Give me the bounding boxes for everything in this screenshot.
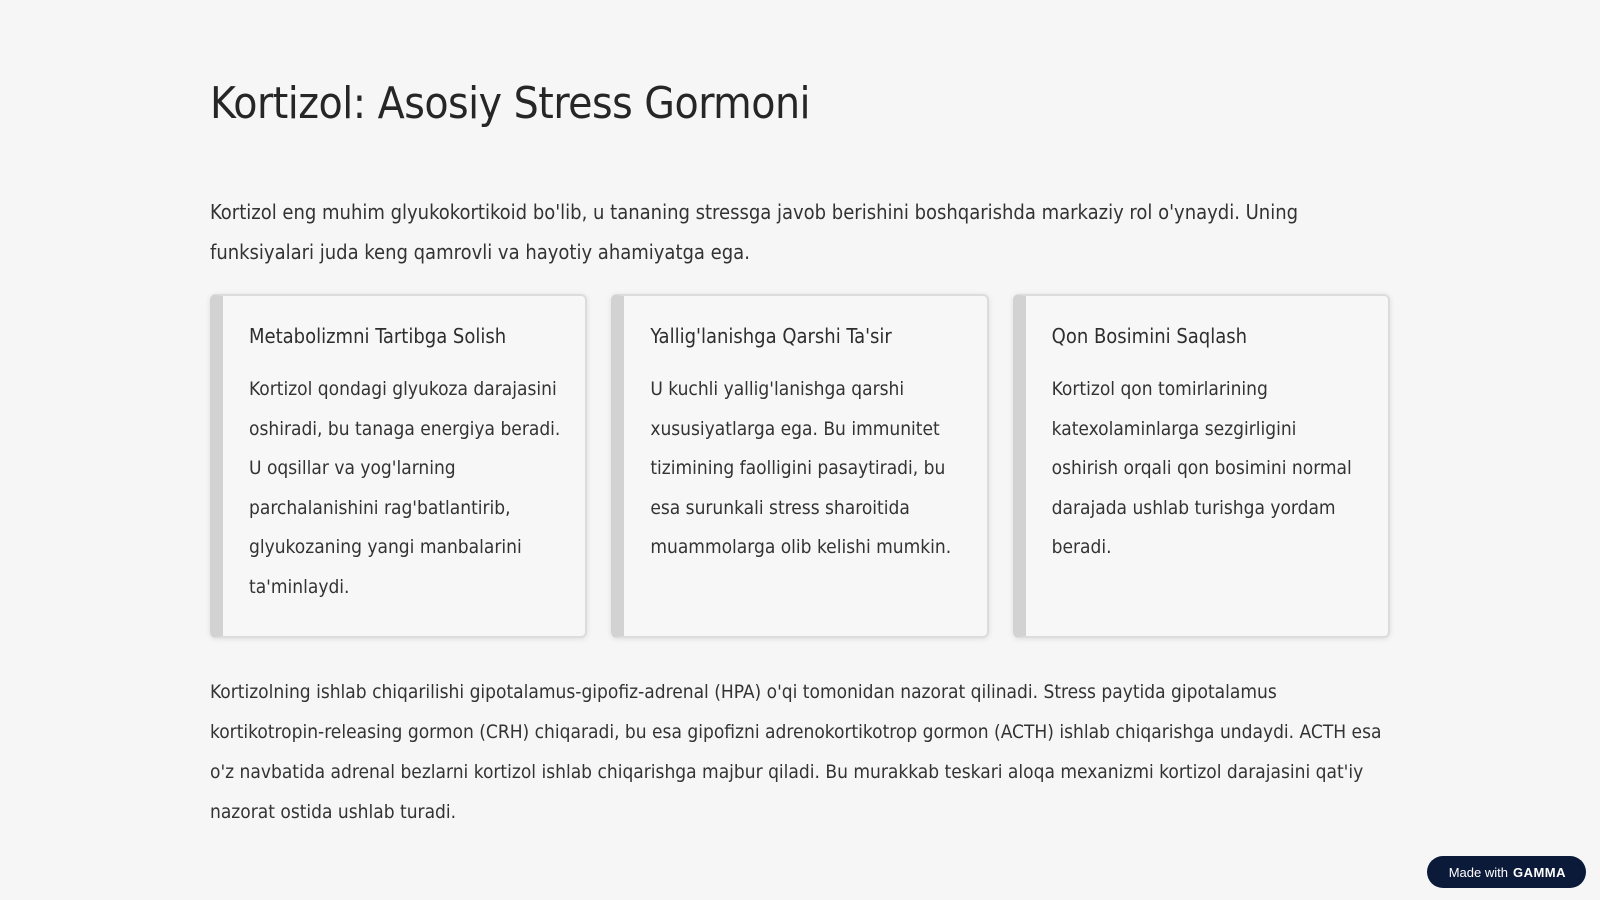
card-text: Kortizol qon tomirlarining katexolaminlarga sezgirligini oshirish orqali qon bosimini normal darajada ushlab turishga yordam beradi. (1051, 378, 1352, 558)
outro-paragraph: Kortizolning ishlab chiqarilishi gipotalamus-gipofiz-adrenal (HPA) o'qi tomonidan nazorat qilinadi. Stress paytida gipotalamus kortikotropin-releasing gormon (CRH) chiqaradi, bu esa gipofizni adrenokortikotrop gormon (ACTH) ishlab chiqarishga undaydi. ACTH esa o'z navbatida adrenal bezlarni kortizol ishlab chiqarishga majbur qiladi. Bu murakkab teskari aloqa mexanizmi kortizol darajasini qat'iy nazorat ostida ushlab turadi. (210, 681, 1382, 823)
card-row (210, 294, 1390, 638)
badge-prefix: Made with (1448, 864, 1508, 880)
card-blood-pressure (1013, 294, 1390, 638)
page-title: Kortizol: Asosiy Stress Gormoni (210, 78, 811, 129)
made-with-gamma-badge[interactable] (1427, 856, 1586, 888)
card-title: Metabolizmni Tartibga Solish (249, 324, 507, 348)
intro-paragraph: Kortizol eng muhim glyukokortikoid bo'lib, u tananing stressga javob berishini boshqarishda markaziy rol o'ynaydi. Uning funksiyalari juda keng qamrovli va hayotiy ahamiyatga ega. (210, 200, 1299, 264)
slide (210, 0, 1400, 900)
card-title: Qon Bosimini Saqlash (1051, 324, 1247, 348)
card-title: Yallig'lanishga Qarshi Ta'sir (650, 324, 892, 348)
card-anti-inflammatory (611, 294, 988, 638)
card-text: Kortizol qondagi glyukoza darajasini oshiradi, bu tanaga energiya beradi. U oqsillar va yog'larning parchalanishini rag'batlantirib, glyukozaning yangi manbalarini ta'minlaydi. (249, 378, 561, 598)
card-text: U kuchli yallig'lanishga qarshi xususiyatlarga ega. Bu immunitet tizimining faolligini pasaytiradi, bu esa surunkali stress sharoitida muammolarga olib kelishi mumkin. (650, 378, 952, 558)
card-metabolism (210, 294, 587, 638)
gamma-logo-text: GAMMA (1512, 864, 1566, 880)
